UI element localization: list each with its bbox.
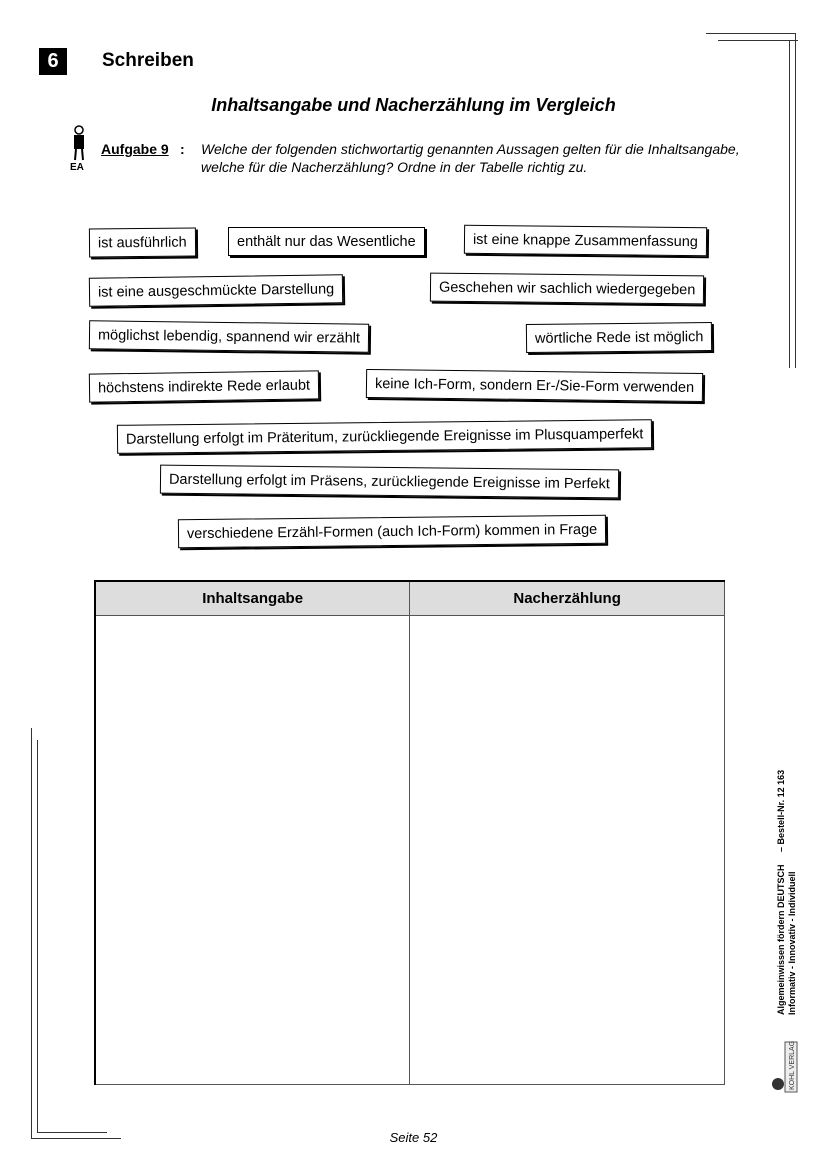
task-colon: : bbox=[180, 141, 185, 157]
publisher-sidebar bbox=[776, 770, 798, 1015]
frame-line-top-right-inner bbox=[718, 40, 798, 41]
page-title: Inhaltsangabe und Nacherzählung im Vergleich bbox=[211, 95, 616, 115]
statement-card[interactable]: höchstens indirekte Rede erlaubt bbox=[89, 370, 319, 402]
drop-zone-inhaltsangabe[interactable] bbox=[95, 616, 410, 1085]
task-label: Aufgabe 9 bbox=[101, 141, 169, 157]
statement-card[interactable]: ist ausführlich bbox=[89, 228, 196, 258]
column-header-inhaltsangabe: Inhaltsangabe bbox=[95, 581, 410, 616]
task-instructions: Welche der folgenden stichwortartig genannten Aussagen gelten für die Inhaltsangabe, welche für die Nacherzählung? Ordne in der Tabelle richtig zu. bbox=[201, 141, 740, 175]
student-icon bbox=[68, 124, 90, 164]
statement-card[interactable]: Darstellung erfolgt im Präteritum, zurückliegende Ereignisse im Plusquamperfekt bbox=[117, 419, 653, 454]
sidebar-line2: Informativ - Innovativ - Individuell bbox=[787, 871, 797, 1015]
statement-card[interactable]: verschiedene Erzähl-Formen (auch Ich-Form) kommen in Frage bbox=[178, 515, 606, 548]
statement-card[interactable]: ist eine knappe Zusammenfassung bbox=[464, 225, 707, 257]
drop-zone-nacherzaehlung[interactable] bbox=[410, 616, 725, 1085]
sidebar-line1: Algemeinwissen fördern DEUTSCH – Bestell-Nr. 12 163 bbox=[776, 769, 786, 1015]
statement-card[interactable]: Darstellung erfolgt im Präsens, zurückliegende Ereignisse im Perfekt bbox=[160, 465, 619, 499]
sorting-table bbox=[94, 580, 725, 1085]
page-number: Seite 52 bbox=[389, 1130, 438, 1145]
ea-label: EA bbox=[70, 162, 84, 173]
chapter-title: Schreiben bbox=[102, 50, 194, 71]
statement-card[interactable]: ist eine ausgeschmückte Darstellung bbox=[89, 274, 344, 307]
frame-line-left bbox=[31, 728, 32, 1138]
svg-text:KOHL VERLAG: KOHL VERLAG bbox=[789, 1040, 796, 1090]
frame-line-right-inner bbox=[789, 40, 790, 368]
order-number: – Bestell-Nr. 12 163 bbox=[776, 769, 786, 852]
statement-card[interactable]: möglichst lebendig, spannend wir erzählt bbox=[89, 320, 369, 352]
column-header-nacherzaehlung: Nacherzählung bbox=[410, 581, 725, 616]
frame-line-right bbox=[795, 33, 796, 368]
statement-card[interactable]: enthält nur das Wesentliche bbox=[228, 227, 425, 256]
statement-card[interactable]: keine Ich-Form, sondern Er-/Sie-Form verwenden bbox=[366, 369, 703, 402]
frame-line-top-right bbox=[706, 33, 796, 34]
statement-card[interactable]: Geschehen wir sachlich wiedergegeben bbox=[430, 273, 705, 305]
publisher-logo bbox=[769, 1040, 799, 1095]
statement-card[interactable]: wörtliche Rede ist möglich bbox=[526, 322, 713, 353]
frame-line-left-inner bbox=[37, 740, 38, 1132]
chapter-number: 6 bbox=[39, 48, 67, 75]
